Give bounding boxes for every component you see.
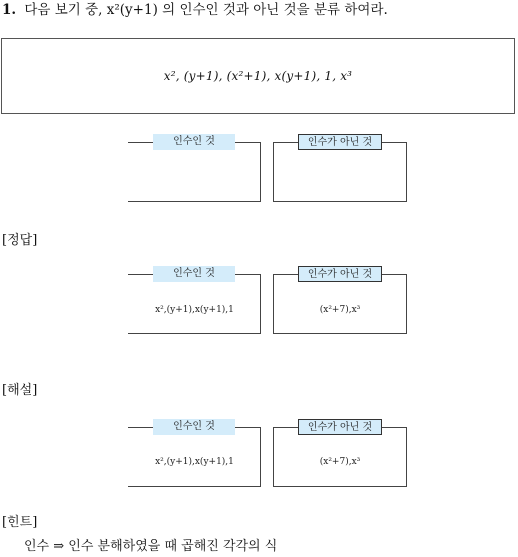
- explanation-nonfactor-tag: 인수가 아닌 것: [298, 419, 382, 435]
- explanation-nonfactor-content: (x²+7),x³: [319, 457, 361, 467]
- blank-factor-box: [128, 142, 261, 202]
- explanation-factor-content: x²,(y+1),x(y+1),1: [155, 457, 234, 467]
- question: [2, 0, 388, 20]
- answer-nonfactor-tag: 인수가 아닌 것: [298, 266, 382, 282]
- answer-factor-tag: 인수인 것: [153, 266, 235, 282]
- blank-factor-tag: 인수인 것: [153, 134, 235, 150]
- question-text: 다음 보기 중, x²(y+1) 의 인수인 것과 아닌 것을 분류 하여라.: [24, 2, 388, 18]
- explanation-label: [해설]: [2, 383, 38, 398]
- answer-factor-box: [128, 274, 261, 334]
- answer-label: [정답]: [2, 233, 38, 248]
- answer-nonfactor-content: (x²+7),x³: [319, 305, 361, 315]
- blank-nonfactor-box: [273, 142, 407, 202]
- hint-text: 인수 ⇒ 인수 분해하였을 때 곱해진 각각의 식: [24, 539, 278, 554]
- answer-factor-content: x²,(y+1),x(y+1),1: [155, 305, 234, 315]
- question-number: 1.: [2, 2, 17, 18]
- example-box: [1, 38, 515, 114]
- blank-nonfactor-tag: 인수가 아닌 것: [298, 134, 382, 150]
- example-expression: x², (y+1), (x²+1), x(y+1), 1, x³: [163, 69, 353, 83]
- explanation-factor-tag: 인수인 것: [153, 419, 235, 435]
- hint-label: [힌트]: [2, 515, 38, 530]
- answer-nonfactor-box: [273, 274, 407, 334]
